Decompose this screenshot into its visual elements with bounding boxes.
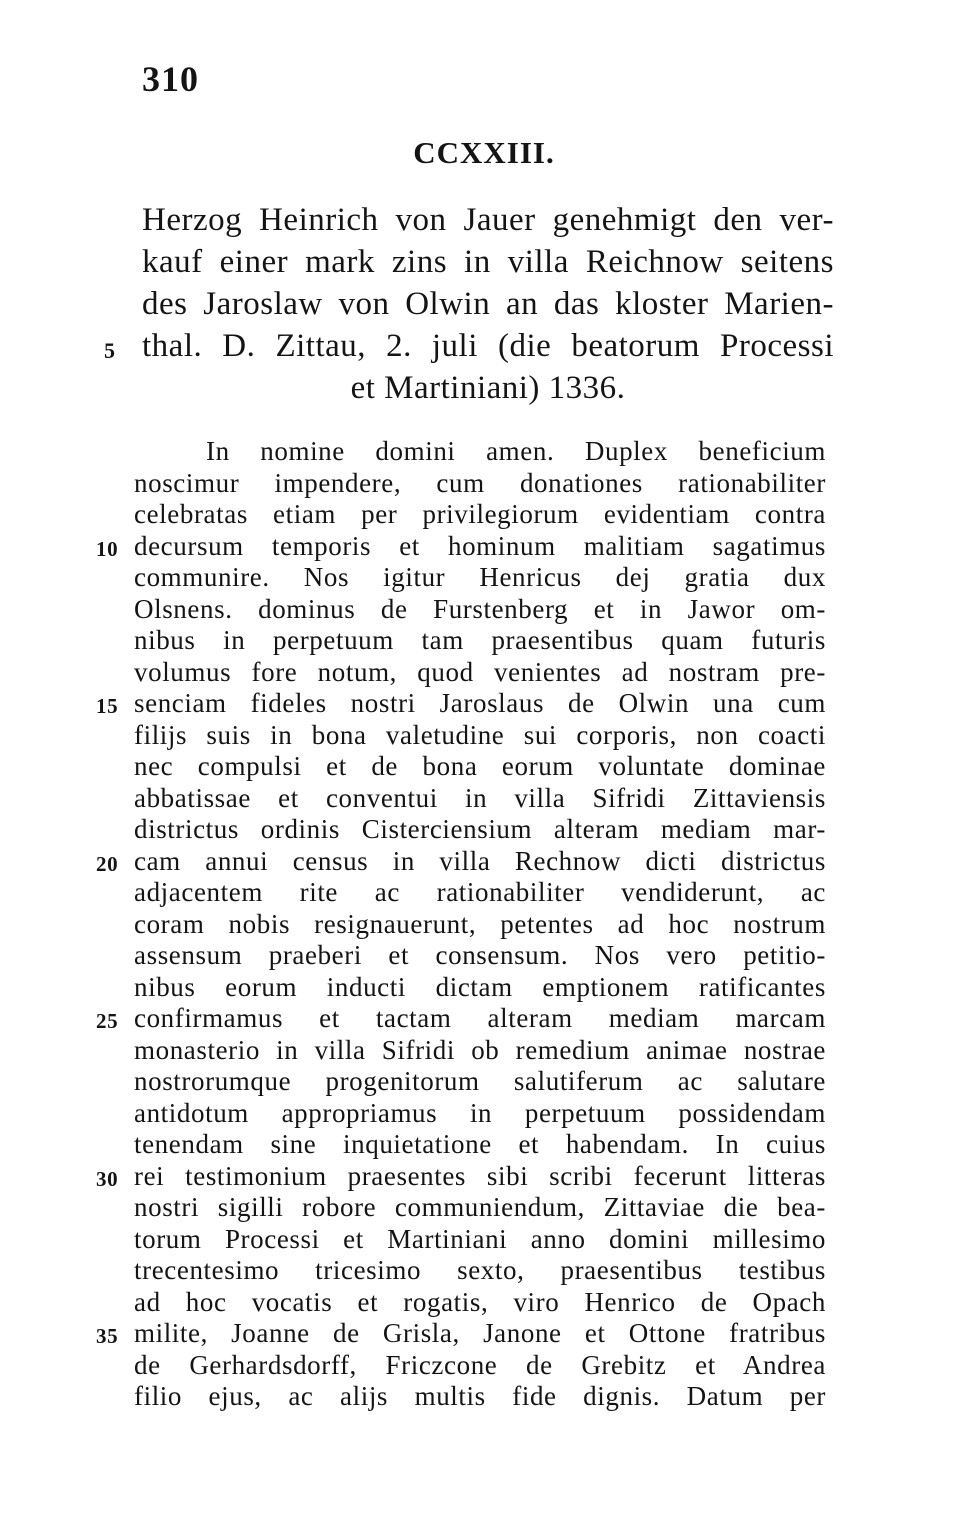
body-line xyxy=(0,1190,960,1222)
body-line xyxy=(0,655,960,687)
heading-line-text: et Martiniani) 1336. xyxy=(350,370,626,406)
body-line xyxy=(0,1001,960,1033)
body-line xyxy=(0,1316,960,1348)
body-line-text: noscimur impendere, cum donationes rationabiliter xyxy=(134,467,826,498)
heading-line xyxy=(0,326,960,368)
body-line-text: antidotum appropriamus in perpetuum possidendam xyxy=(134,1097,826,1128)
body-line-text: ad hoc vocatis et rogatis, viro Henrico de Opach xyxy=(134,1286,826,1317)
body-line-text: Olsnens. dominus de Furstenberg et in Jawor om- xyxy=(134,593,826,624)
body-line-text: nostri sigilli robore communiendum, Zittaviae die bea- xyxy=(134,1192,826,1222)
line-number: 10 xyxy=(96,536,119,561)
body-line xyxy=(0,812,960,844)
body-line xyxy=(0,907,960,939)
heading-line-text: des Jaroslaw von Olwin an das kloster Marien- xyxy=(142,286,834,322)
body-line-text: nostrorumque progenitorum salutiferum ac salutare xyxy=(134,1066,826,1096)
body-line-text: assensum praeberi et consensum. Nos vero petitio- xyxy=(134,940,826,970)
body-line xyxy=(0,1379,960,1411)
body-line xyxy=(0,1348,960,1380)
body-line xyxy=(0,1222,960,1254)
body-line xyxy=(0,1033,960,1065)
body-line xyxy=(0,466,960,498)
line-number: 5 xyxy=(104,338,116,363)
body-line-text: coram nobis resignauerunt, petentes ad hoc nostrum xyxy=(134,908,826,939)
body-line-text: nibus in perpetuum tam praesentibus quam futuris xyxy=(134,625,826,655)
body-line xyxy=(0,844,960,876)
heading-line xyxy=(0,200,960,242)
document-number: CCXXIII. xyxy=(413,135,555,170)
line-number: 15 xyxy=(96,694,119,718)
body-line xyxy=(0,1159,960,1191)
body-line xyxy=(0,592,960,624)
body-line-text: districtus ordinis Cisterciensium alteram mediam mar- xyxy=(134,814,826,844)
body-line xyxy=(0,560,960,592)
page-number: 310 xyxy=(142,59,199,99)
body-line-text: decursum temporis et hominum malitiam sagatimus xyxy=(134,530,826,561)
body-line-text: communire. Nos igitur Henricus dej gratia dux xyxy=(134,562,826,592)
body-line xyxy=(0,434,960,466)
body-line-text: tenendam sine inquietatione et habendam. In cuius xyxy=(134,1129,826,1159)
body-line-text: torum Processi et Martiniani anno domini millesimo xyxy=(134,1223,826,1254)
body-line-text: senciam fideles nostri Jaroslaus de Olwin una cum xyxy=(134,688,826,718)
body-line-text: adjacentem rite ac rationabiliter vendiderunt, ac xyxy=(134,877,826,907)
body-line-text: celebratas etiam per privilegiorum evidentiam contra xyxy=(134,499,826,529)
body-line-text: confirmamus et tactam alteram mediam marcam xyxy=(134,1003,826,1033)
body-line-text: nec compulsi et de bona eorum voluntate dominae xyxy=(134,751,826,781)
body-line-text: cam annui census in villa Rechnow dicti districtus xyxy=(134,845,826,876)
body-line-text: abbatissae et conventui in villa Sifridi Zittaviensis xyxy=(134,782,826,813)
body-line xyxy=(0,1096,960,1128)
heading-line xyxy=(0,242,960,284)
body-line-text: filio ejus, ac alijs multis fide dignis. Datum per xyxy=(134,1381,826,1411)
body-line-text: In nomine domini amen. Duplex beneficium xyxy=(206,436,826,466)
body-line-text: filijs suis in bona valetudine sui corporis, non coacti xyxy=(134,719,826,750)
body-line xyxy=(0,938,960,970)
body-line-text: trecentesimo tricesimo sexto, praesentibus testibus xyxy=(134,1255,826,1285)
body-line-text: monasterio in villa Sifridi ob remedium animae nostrae xyxy=(134,1034,826,1065)
body-line xyxy=(0,623,960,655)
line-number: 35 xyxy=(96,1324,119,1348)
document-heading xyxy=(0,200,960,410)
heading-line xyxy=(0,368,960,410)
body-line xyxy=(0,781,960,813)
body-line xyxy=(0,497,960,529)
body-line xyxy=(0,686,960,718)
heading-line xyxy=(0,284,960,326)
body-line-text: rei testimonium praesentes sibi scribi fecerunt litteras xyxy=(134,1160,826,1191)
body-line xyxy=(0,970,960,1002)
body-line xyxy=(0,1253,960,1285)
body-line xyxy=(0,1127,960,1159)
line-number: 25 xyxy=(96,1009,119,1033)
body-line xyxy=(0,1285,960,1317)
heading-line-text: thal. D. Zittau, 2. juli (die beatorum Processi xyxy=(142,328,834,364)
document-body xyxy=(0,434,960,1411)
body-line xyxy=(0,718,960,750)
body-line-text: volumus fore notum, quod venientes ad nostram pre- xyxy=(134,656,826,687)
body-line-text: de Gerhardsdorff, Friczcone de Grebitz et Andrea xyxy=(134,1349,826,1380)
heading-line-text: Herzog Heinrich von Jauer genehmigt den ver- xyxy=(142,202,834,238)
body-line xyxy=(0,529,960,561)
line-number: 20 xyxy=(96,851,119,876)
heading-line-text: kauf einer mark zins in villa Reichnow seitens xyxy=(142,244,834,280)
body-line xyxy=(0,1064,960,1096)
line-number: 30 xyxy=(96,1166,119,1191)
body-line xyxy=(0,875,960,907)
body-line xyxy=(0,749,960,781)
body-line-text: milite, Joanne de Grisla, Janone et Ottone fratribus xyxy=(134,1318,826,1348)
body-line-text: nibus eorum inducti dictam emptionem ratificantes xyxy=(134,971,826,1002)
